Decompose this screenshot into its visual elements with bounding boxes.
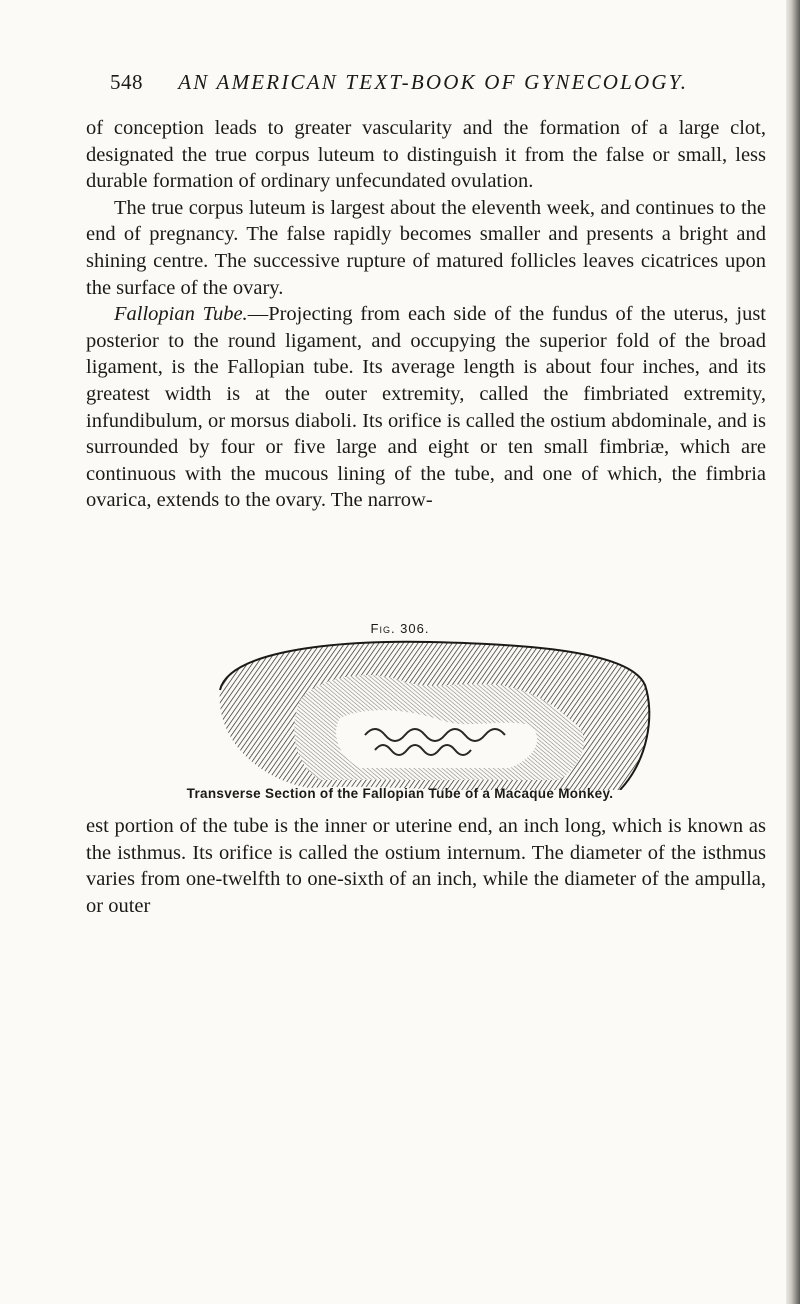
figure-illustration (200, 640, 660, 790)
running-title: AN AMERICAN TEXT-BOOK OF GYNECOLOGY. (178, 70, 689, 94)
page-number: 548 (110, 70, 143, 94)
section-text-fallopian-tube: —Projecting from each side of the fundus of the uterus, just posterior to the round ligament, and occupying the superior fold of the broad ligament, is the Fallopian tube. Its average length is about four inches, and its greatest width is at the outer extremity, called the fimbriated extremity, infundibulum, or morsus diaboli. Its orifice is called the ostium abdominale, and is surrounded by four or five large and eight or ten small fimbriæ, which are continuous with the mucous lining of the tube, and one of which, the fimbria ovarica, extends to the ovary. The narrow- (86, 303, 766, 512)
paragraph-true-corpus-luteum: The true corpus luteum is largest about the eleventh week, and continues to the end of pregnancy. The false rapidly becomes smaller and presents a bright and shining centre. The successive rupture of matured follicles leaves cicatrices upon the surface of the ovary. (86, 196, 766, 299)
figure-label: Fig. 306. (370, 621, 430, 636)
body-text-bottom (86, 813, 766, 919)
section-heading-fallopian-tube: Fallopian Tube. (114, 303, 248, 326)
paragraph-fallopian-tube (86, 301, 766, 514)
body-text-top (86, 115, 766, 514)
page-edge-shadow (786, 0, 800, 1304)
figure-caption: Transverse Section of the Fallopian Tube of a Macaque Monkey. (186, 786, 614, 801)
paragraph-corpus-luteum-continued: of conception leads to greater vascularity and the formation of a large clot, designated the true corpus luteum to distinguish it from the false or small, less durable formation of ordinary unfecundated ovulation. (86, 117, 766, 193)
paragraph-isthmus: est portion of the tube is the inner or uterine end, an inch long, which is known as the isthmus. Its orifice is called the ostium internum. The diameter of the isthmus varies from one-twelfth to one-sixth of an inch, while the diameter of the ampulla, or outer (86, 815, 766, 917)
running-head (110, 70, 710, 100)
